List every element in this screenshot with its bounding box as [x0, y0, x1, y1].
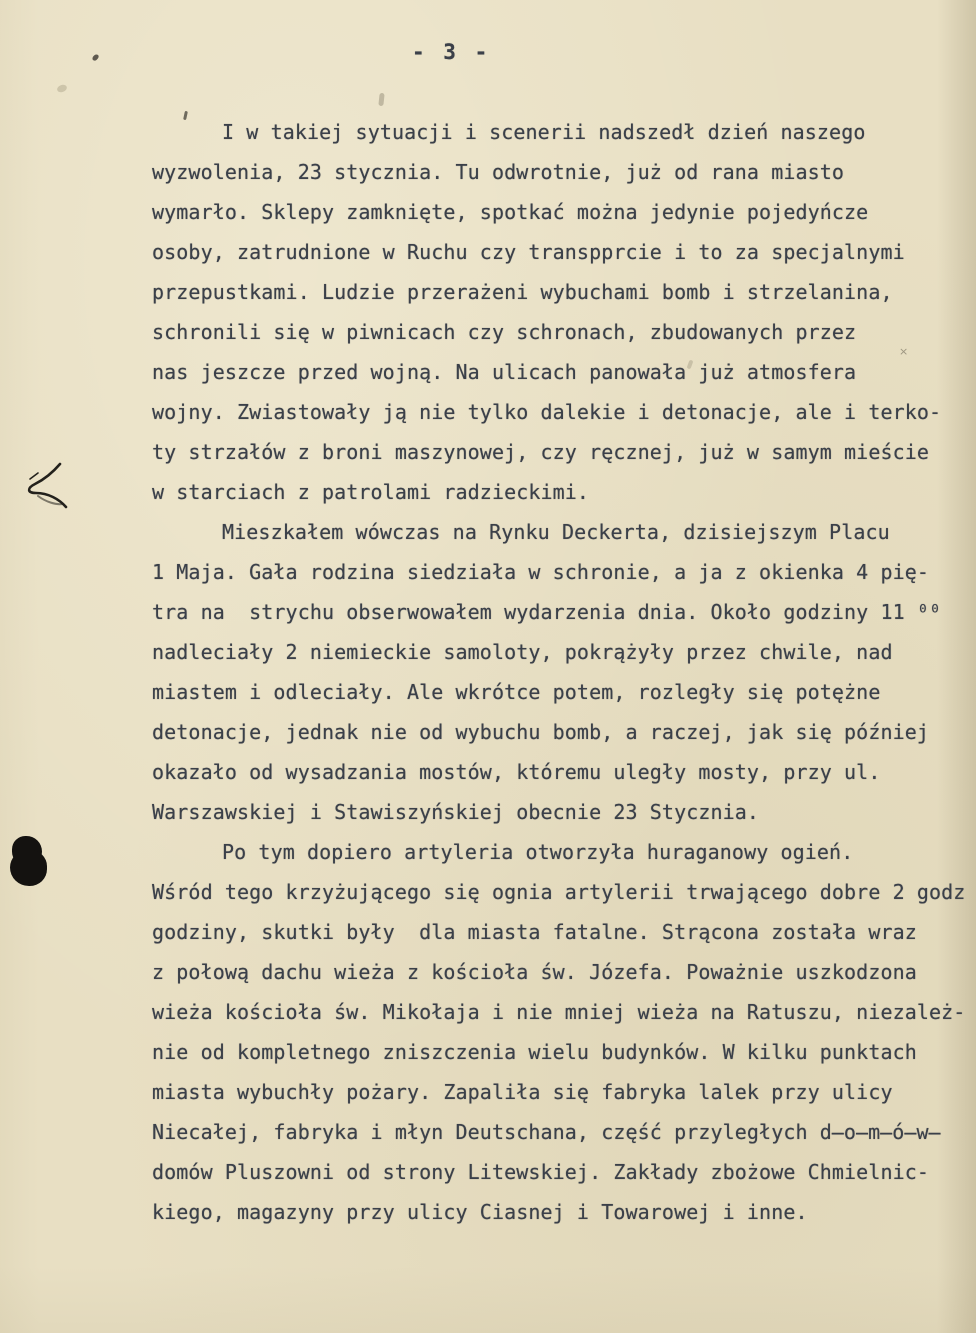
text-line: wymarło. Sklepy zamknięte, spotkać można jedynie pojedyńcze — [152, 200, 869, 224]
text-line: domów Pluszowni od strony Litewskiej. Zakłady zbożowe Chmielnic- — [152, 1160, 930, 1184]
text-line: przepustkami. Ludzie przerażeni wybuchami bomb i strzelanina, — [152, 280, 893, 304]
text-line: nadleciały 2 niemieckie samoloty, pokrążyły przez chwile, nad — [152, 640, 893, 664]
text-line: 1 Maja. Gała rodzina siedziała w schronie, a ja z okienka 4 pię- — [152, 560, 930, 584]
text-line: I w takiej sytuacji i scenerii nadszedł dzień naszego — [222, 120, 866, 144]
handwritten-squiggle-mark — [18, 458, 84, 516]
text-line: nas jeszcze przed wojną. Na ulicach panowała już atmosfera — [152, 360, 857, 384]
paper-speck — [378, 93, 384, 106]
text-line: schronili się w piwnicach czy schronach, zbudowanych przez — [152, 320, 857, 344]
text-line: z połową dachu wieża z kościoła św. Józefa. Poważnie uszkodzona — [152, 960, 917, 984]
paper-speck — [91, 53, 99, 62]
text-line: w starciach z patrolami radzieckimi. — [152, 480, 590, 504]
text-line: miasta wybuchły pożary. Zapaliła się fabryka lalek przy ulicy — [152, 1080, 893, 1104]
text-line: Warszawskiej i Stawiszyńskiej obecnie 23 Stycznia. — [152, 800, 760, 824]
typewritten-text — [152, 112, 976, 1232]
text-line: Po tym dopiero artyleria otworzyła huraganowy ogień. — [222, 840, 854, 864]
text-line: Niecałej, fabryka i młyn Deutschana, część przyległych d̶o̶m̶ó̶w̶ — [152, 1120, 941, 1144]
text-line: wieża kościoła św. Mikołaja i nie mniej wieża na Ratuszu, niezależ- — [152, 1000, 966, 1024]
text-line: godziny, skutki były dla miasta fatalne. Strącona została wraz — [152, 920, 917, 944]
page-number: - 3 - — [412, 40, 491, 64]
text-line: nie od kompletnego zniszczenia wielu budynków. W kilku punktach — [152, 1040, 917, 1064]
text-line: kiego, magazyny przy ulicy Ciasnej i Towarowej i inne. — [152, 1200, 808, 1224]
text-line: osoby, zatrudnione w Ruchu czy transpprcie i to za specjalnymi — [152, 240, 905, 264]
text-line: Wśród tego krzyżującego się ognia artylerii trwającego dobre 2 godz — [152, 880, 966, 904]
text-line: ty strzałów z broni maszynowej, czy ręcznej, już w samym mieście — [152, 440, 930, 464]
text-line: wojny. Zwiastowały ją nie tylko dalekie i detonacje, ale i terko- — [152, 400, 942, 424]
text-line: wyzwolenia, 23 stycznia. Tu odwrotnie, już od rana miasto — [152, 160, 845, 184]
text-line: detonacje, jednak nie od wybuchu bomb, a raczej, jak się później — [152, 720, 930, 744]
ink-blot-mark-lower — [10, 850, 47, 886]
text-line: tra na strychu obserwowałem wydarzenia dnia. Około godziny 11 ⁰⁰ — [152, 600, 942, 624]
text-line: okazało od wysadzania mostów, któremu uległy mosty, przy ul. — [152, 760, 881, 784]
paper-speck: × — [899, 345, 909, 358]
paper-speck — [56, 84, 68, 94]
text-line: miastem i odleciały. Ale wkrótce potem, rozległy się potężne — [152, 680, 881, 704]
text-line: Mieszkałem wówczas na Rynku Deckerta, dzisiejszym Placu — [222, 520, 890, 544]
